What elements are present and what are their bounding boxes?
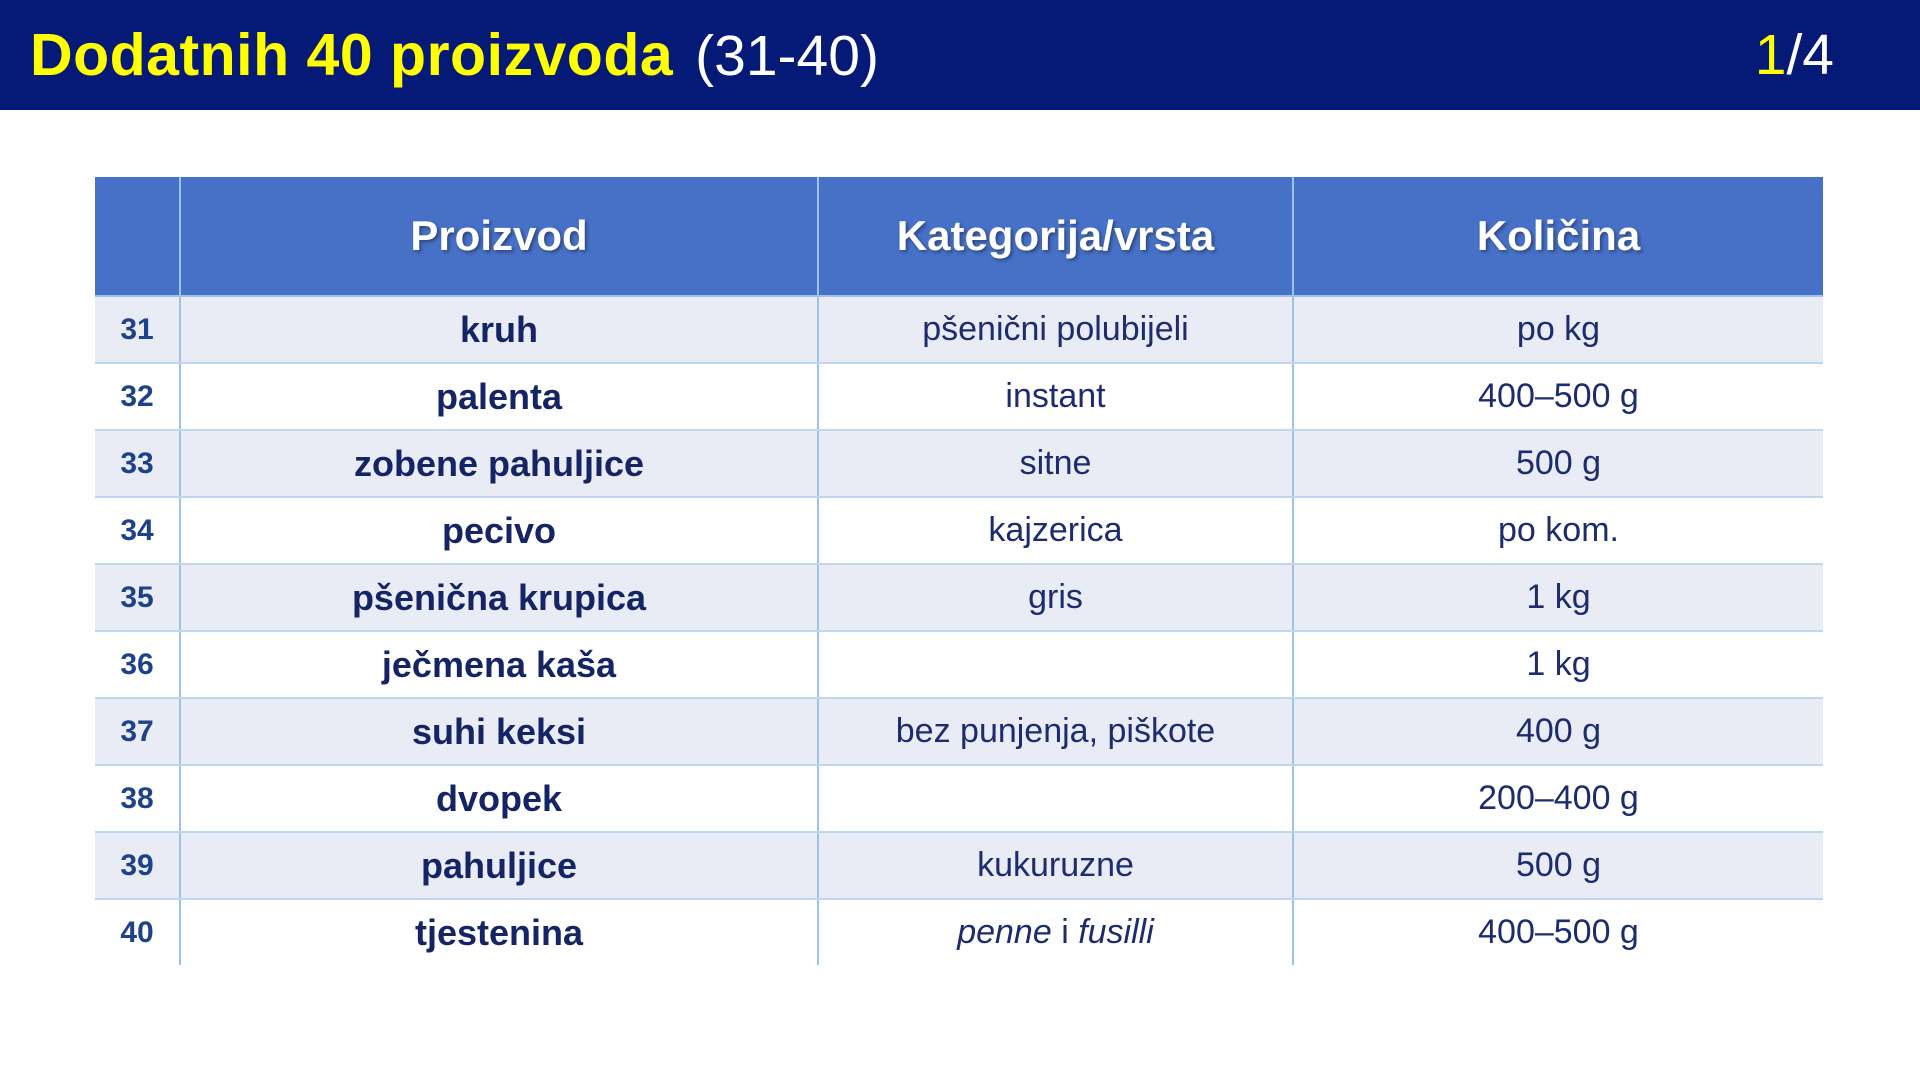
row-number-cell: 32 [95, 363, 180, 430]
row-number-cell: 35 [95, 564, 180, 631]
table-row [95, 631, 1823, 698]
product-cell: zobene pahuljice [180, 430, 818, 497]
table-row [95, 698, 1823, 765]
category-cell: instant [818, 363, 1293, 430]
quantity-cell: 500 g [1293, 832, 1823, 899]
row-number-cell: 31 [95, 296, 180, 363]
table-row [95, 497, 1823, 564]
quantity-cell: 400 g [1293, 698, 1823, 765]
product-cell: tjestenina [180, 899, 818, 965]
table-row [95, 832, 1823, 899]
table-row [95, 899, 1823, 965]
table-row [95, 296, 1823, 363]
slide-title [30, 21, 879, 89]
product-cell: suhi keksi [180, 698, 818, 765]
header-kategorija: Kategorija/vrsta [818, 177, 1293, 296]
product-cell: palenta [180, 363, 818, 430]
quantity-cell: 1 kg [1293, 631, 1823, 698]
product-cell: kruh [180, 296, 818, 363]
quantity-cell: 200–400 g [1293, 765, 1823, 832]
slide-title-highlight: Dodatnih 40 proizvoda [30, 22, 674, 88]
header-proizvod: Proizvod [180, 177, 818, 296]
table-row [95, 430, 1823, 497]
header-kolicina: Količina [1293, 177, 1823, 296]
header-row [95, 177, 1823, 296]
row-number-cell: 37 [95, 698, 180, 765]
row-number-cell: 40 [95, 899, 180, 965]
product-cell: dvopek [180, 765, 818, 832]
row-number-cell: 34 [95, 497, 180, 564]
row-number-cell: 39 [95, 832, 180, 899]
page-indicator [1755, 22, 1834, 88]
quantity-cell: po kom. [1293, 497, 1823, 564]
product-cell: ječmena kaša [180, 631, 818, 698]
slide-title-range: (31-40) [695, 24, 879, 88]
title-bar [0, 0, 1920, 110]
category-cell: bez punjenja, piškote [818, 698, 1293, 765]
category-cell: gris [818, 564, 1293, 631]
table-row [95, 765, 1823, 832]
page-indicator-total: /4 [1786, 23, 1834, 87]
product-table [95, 177, 1823, 965]
quantity-cell: 1 kg [1293, 564, 1823, 631]
category-cell [818, 765, 1293, 832]
product-cell: pecivo [180, 497, 818, 564]
table-row [95, 564, 1823, 631]
product-cell: pahuljice [180, 832, 818, 899]
category-cell: kukuruzne [818, 832, 1293, 899]
table-row [95, 363, 1823, 430]
row-number-cell: 38 [95, 765, 180, 832]
product-table-header [95, 177, 1823, 296]
product-table-body [95, 296, 1823, 965]
product-cell: pšenična krupica [180, 564, 818, 631]
row-number-cell: 33 [95, 430, 180, 497]
quantity-cell: 400–500 g [1293, 363, 1823, 430]
quantity-cell: 500 g [1293, 430, 1823, 497]
category-cell [818, 631, 1293, 698]
quantity-cell: 400–500 g [1293, 899, 1823, 965]
category-cell: pšenični polubijeli [818, 296, 1293, 363]
quantity-cell: po kg [1293, 296, 1823, 363]
page-indicator-current: 1 [1754, 23, 1787, 87]
header-number [95, 177, 180, 296]
category-cell: sitne [818, 430, 1293, 497]
row-number-cell: 36 [95, 631, 180, 698]
category-cell: penne i fusilli [818, 899, 1293, 965]
category-cell: kajzerica [818, 497, 1293, 564]
